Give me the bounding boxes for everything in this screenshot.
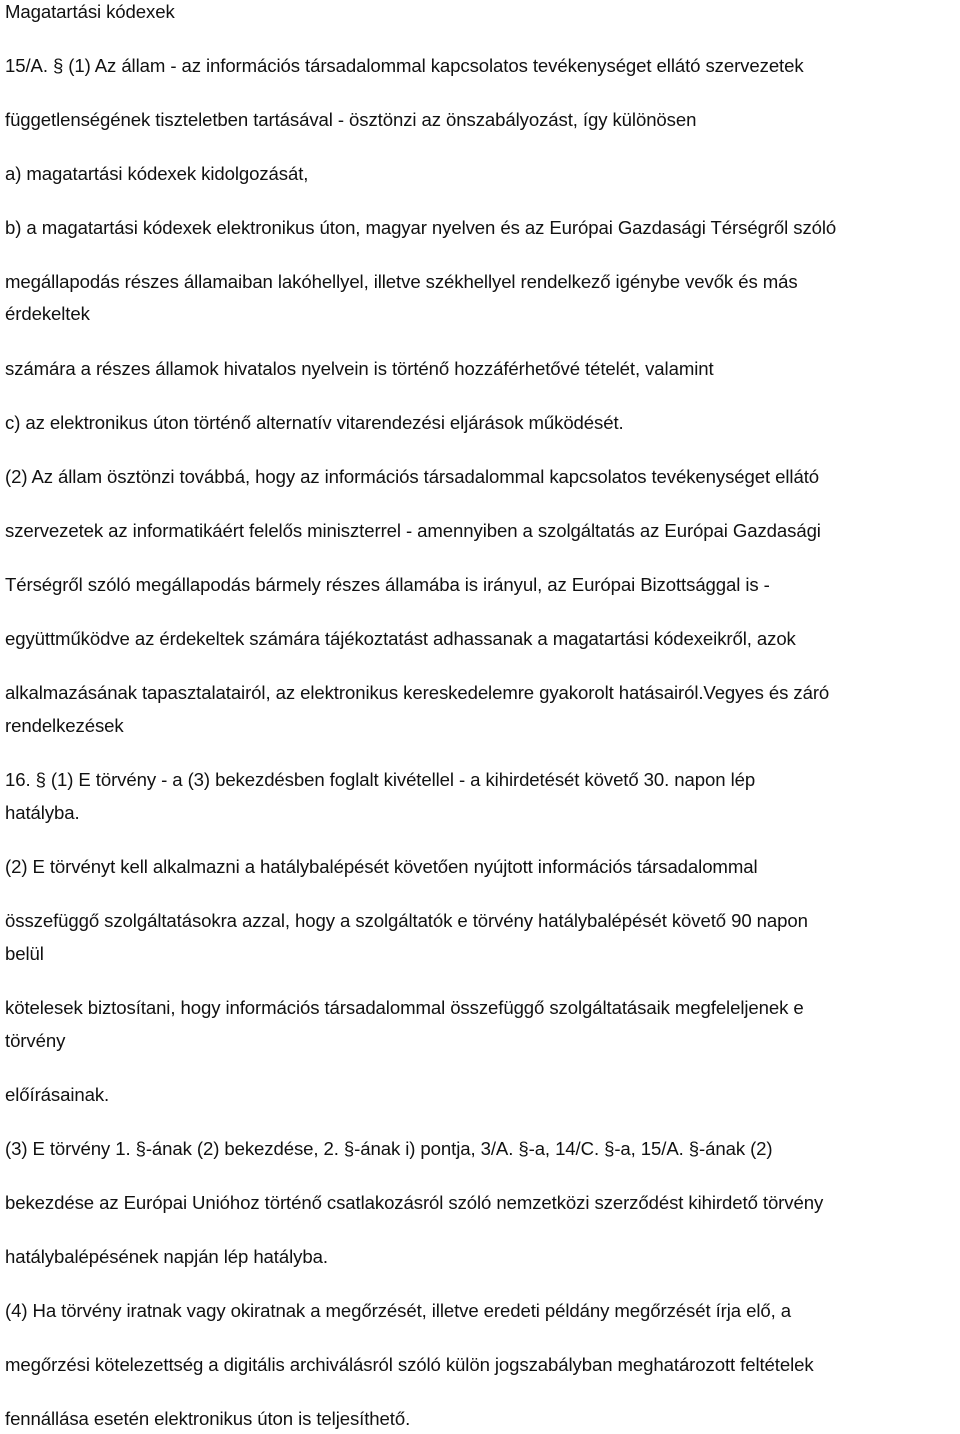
paragraph-16-4: megőrzési kötelezettség a digitális archiválásról szóló külön jogszabályban meghatározott feltételek bbox=[5, 1354, 814, 1375]
paragraph-16-3: (3) E törvény 1. §-ának (2) bekezdése, 2. §-ának i) pontja, 3/A. §-a, 14/C. §-a, 15/A. §-ának (2) bbox=[5, 1138, 773, 1159]
paragraph-15a-1: függetlenségének tiszteletben tartásával - ösztönzi az önszabályozást, így különösen bbox=[5, 109, 697, 130]
list-item-b: megállapodás részes államaiban lakóhellyel, illetve székhellyel rendelkező igénybe vevők és más bbox=[5, 271, 798, 292]
paragraph-15a-1: 15/A. § (1) Az állam - az információs társadalommal kapcsolatos tevékenységet ellátó szervezetek bbox=[5, 55, 804, 76]
paragraph-16-1: hatályba. bbox=[5, 802, 80, 823]
paragraph-15a-2: szervezetek az informatikáért felelős miniszterrel - amennyiben a szolgáltatás az Európai Gazdasági bbox=[5, 520, 821, 541]
paragraph-16-3: hatálybalépésének napján lép hatályba. bbox=[5, 1246, 328, 1267]
paragraph-16-1: 16. § (1) E törvény - a (3) bekezdésben foglalt kivétellel - a kihirdetését követő 30. napon lép bbox=[5, 769, 756, 790]
paragraph-16-2: összefüggő szolgáltatásokra azzal, hogy a szolgáltatók e törvény hatálybalépését követő 90 napon bbox=[5, 910, 808, 931]
paragraph-15a-2: (2) Az állam ösztönzi továbbá, hogy az információs társadalommal kapcsolatos tevékenységet ellátó bbox=[5, 466, 820, 487]
paragraph-16-2: előírásainak. bbox=[5, 1084, 110, 1105]
paragraph-16-4: fennállása esetén elektronikus úton is teljesíthető. bbox=[5, 1408, 411, 1429]
paragraph-15a-2: alkalmazásának tapasztalatairól, az elektronikus kereskedelemre gyakorolt hatásairól.Vegyes és záró bbox=[5, 682, 830, 703]
paragraph-16-4: (4) Ha törvény iratnak vagy okiratnak a megőrzését, illetve eredeti példány megőrzését írja elő, a bbox=[5, 1300, 791, 1321]
paragraph-16-3: bekezdése az Európai Unióhoz történő csatlakozásról szóló nemzetközi szerződést kihirdető törvény bbox=[5, 1192, 824, 1213]
paragraph-16-2: belül bbox=[5, 943, 44, 964]
section-heading-2: rendelkezések bbox=[5, 715, 124, 736]
paragraph-16-2: (2) E törvényt kell alkalmazni a hatálybalépését követően nyújtott információs társadalommal bbox=[5, 856, 758, 877]
list-item-c: c) az elektronikus úton történő alternatív vitarendezési eljárások működését. bbox=[5, 412, 624, 433]
paragraph-16-2: törvény bbox=[5, 1030, 66, 1051]
list-item-b: számára a részes államok hivatalos nyelvein is történő hozzáférhetővé tételét, valamint bbox=[5, 358, 714, 379]
list-item-a: a) magatartási kódexek kidolgozását, bbox=[5, 163, 309, 184]
list-item-b: érdekeltek bbox=[5, 303, 90, 324]
paragraph-15a-2: Térségről szóló megállapodás bármely részes államába is irányul, az Európai Bizottsággal is - bbox=[5, 574, 770, 595]
paragraph-16-2: kötelesek biztosítani, hogy információs társadalommal összefüggő szolgáltatásaik megfeleljenek e bbox=[5, 997, 804, 1018]
paragraph-15a-2: együttműködve az érdekeltek számára tájékoztatást adhassanak a magatartási kódexeikről, azok bbox=[5, 628, 796, 649]
section-heading: Magatartási kódexek bbox=[5, 1, 175, 22]
list-item-b: b) a magatartási kódexek elektronikus úton, magyar nyelven és az Európai Gazdasági Térségről szóló bbox=[5, 217, 837, 238]
